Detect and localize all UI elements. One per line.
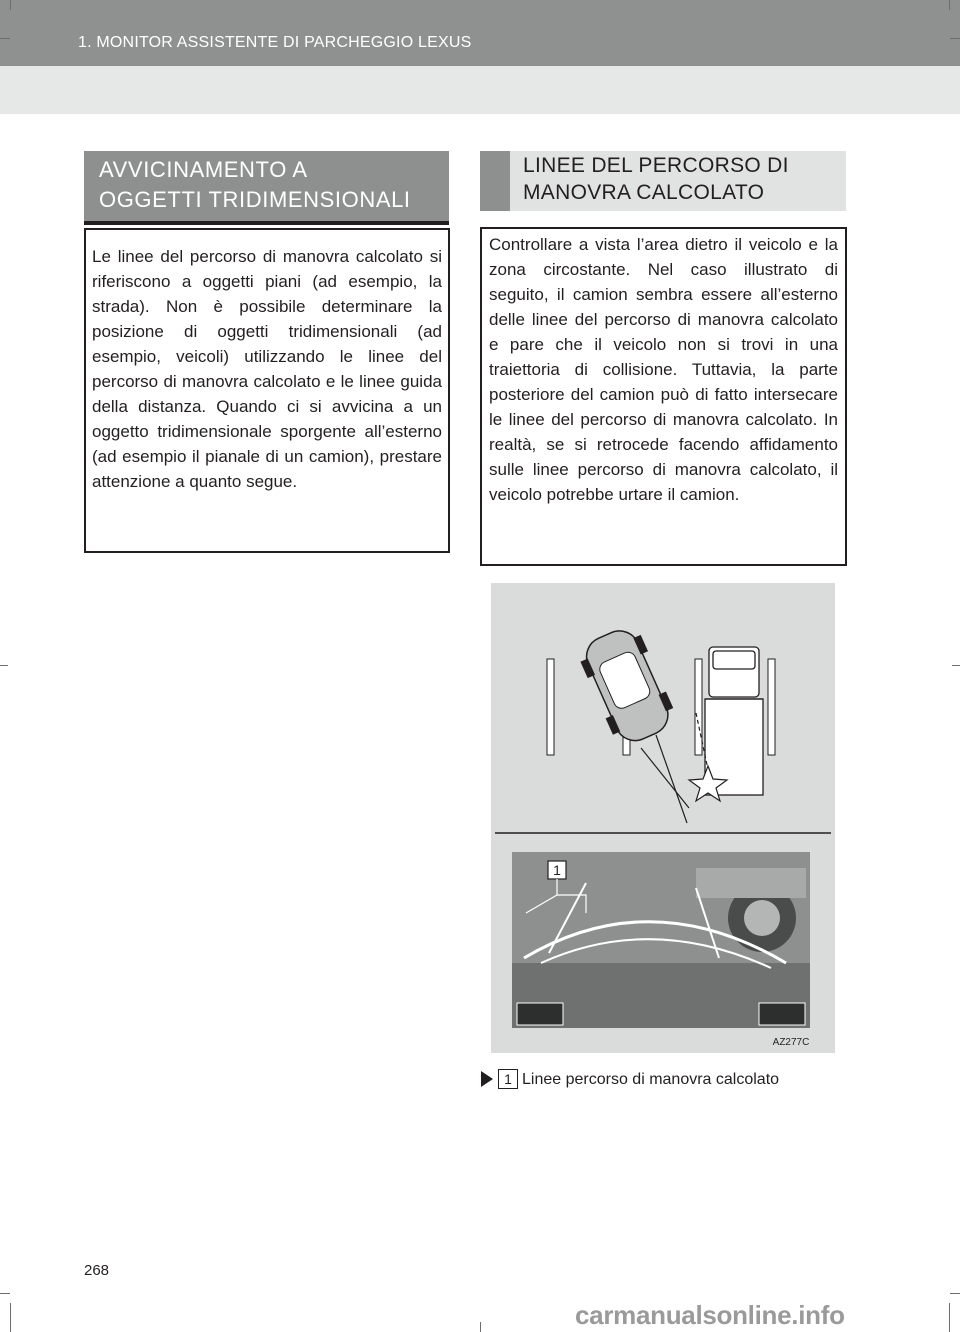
crop-mark [10,1303,11,1332]
figure-callout: 1 [553,862,561,878]
rear-camera-view [512,852,810,1028]
section-heading-3d-objects [84,151,449,225]
crop-mark [0,665,8,666]
watermark: carmanualsonline.info [575,1300,845,1330]
section-body-3d-objects: Le linee del percorso di manovra calcolato si riferiscono a oggetti piani (ad esempio, la strada). Non è possibile determinare la posizione di oggetti tridimensionali (ad esempio, veicoli) utilizzando le linee del percorso di manovra calcolato e le linee guida della distanza. Quando ci si avvicina a un oggetto tridimensionale sporgente all’esterno (ad esempio il pianale di un camion), prestare attenzione a quanto segue. [84,228,450,553]
section-heading-text [99,155,411,215]
heading-line: LINEE DEL PERCORSO DI [523,154,789,177]
heading-line: MANOVRA CALCOLATO [523,181,765,204]
heading-line: OGGETTI TRIDIMENSIONALI [99,187,411,212]
crop-mark [952,665,960,666]
chapter-title: 1. MONITOR ASSISTENTE DI PARCHEGGIO LEXUS [78,34,472,51]
arrow-right-icon [481,1071,493,1087]
section-heading-text [523,152,789,206]
crop-mark [480,1322,481,1332]
crop-mark [949,0,950,10]
section-body-path-lines: Controllare a vista l’area dietro il veicolo e la zona circostante. Nel caso illustrato di seguito, il camion sembra essere all’esterno delle linee del percorso di manovra calcolato e pare che il veicolo non si trovi in una traiettoria di collisione. Tuttavia, la parte posteriore del camion può di fatto intersecare le linee del percorso di manovra calcolato. In realtà, se si retrocede facendo affidamento sulle linee percorso di manovra calcolato, il veicolo potrebbe urtare il camion. [480,227,847,566]
crop-mark [950,38,960,39]
page-number: 268 [84,1262,110,1279]
crop-mark [950,1293,960,1294]
figure-caption [481,1069,779,1091]
figure-code: AZ277C [772,1037,810,1048]
header-subband [0,66,960,114]
crop-mark [0,38,10,39]
caption-text: Linee percorso di manovra calcolato [522,1071,780,1088]
truck [705,647,763,795]
crop-mark [0,1293,10,1294]
illustration-svg [491,583,835,1053]
parking-illustration [491,583,835,1053]
caption-number: 1 [498,1069,518,1089]
crop-mark [10,0,11,10]
crop-mark [949,1303,950,1332]
header-band [0,0,960,66]
heading-line: AVVICINAMENTO A [99,157,308,182]
heading-tab [480,151,510,211]
section-heading-path-lines [480,151,846,211]
